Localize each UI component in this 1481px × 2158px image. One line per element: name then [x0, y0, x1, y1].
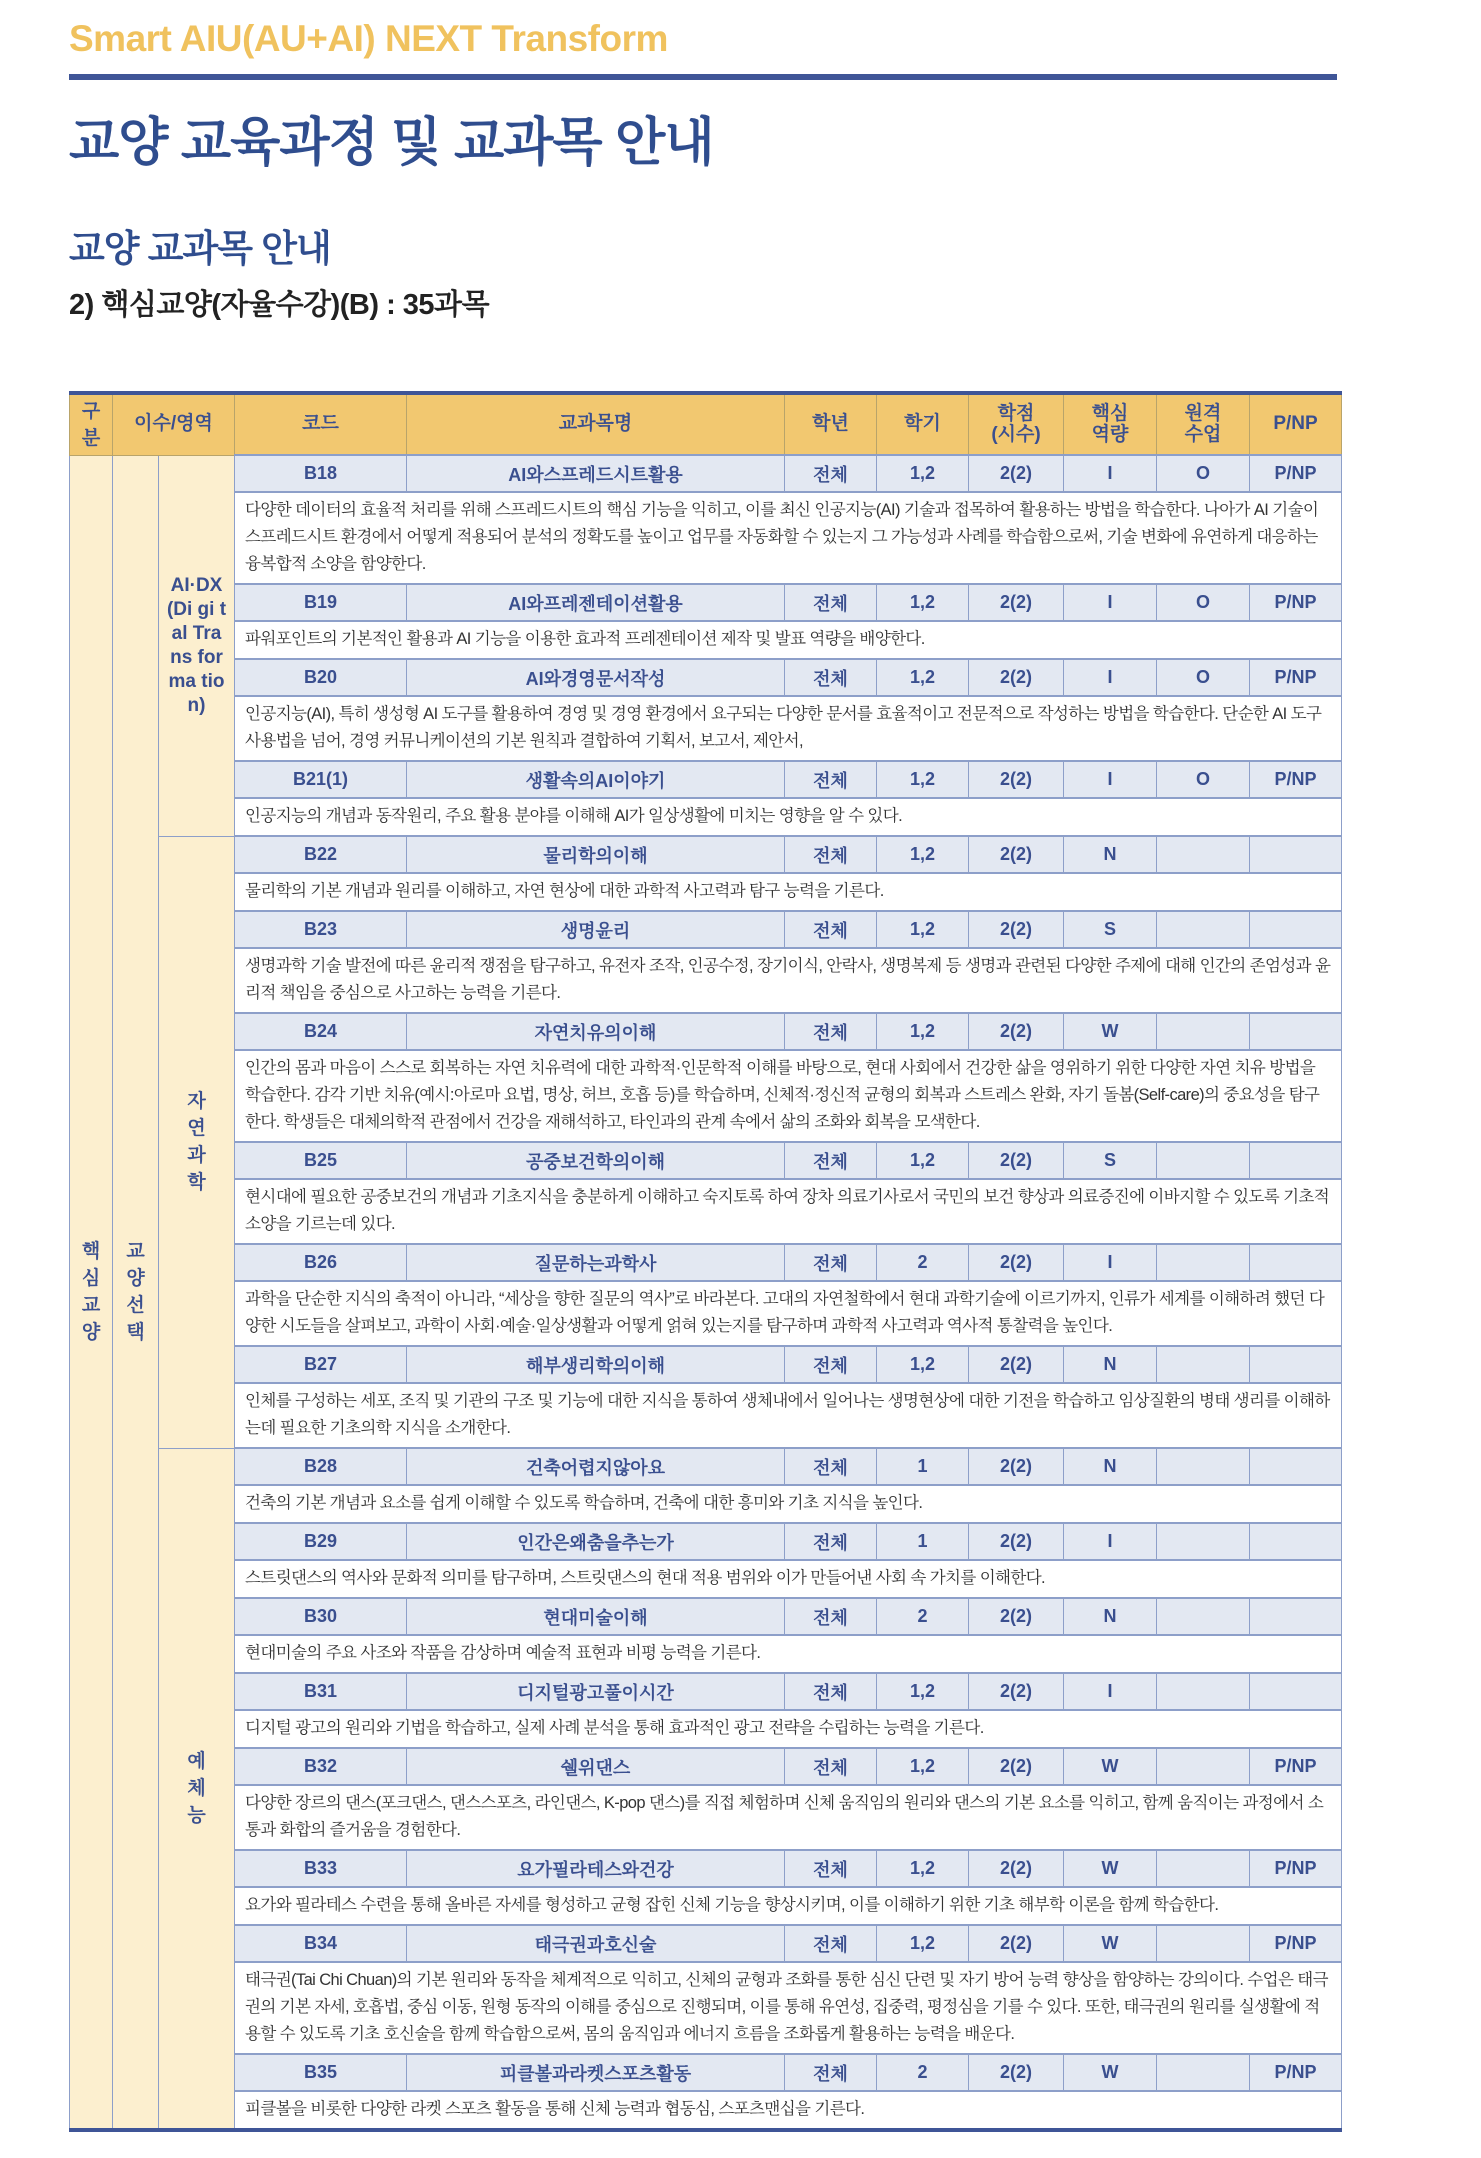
course-credit: 2(2)	[969, 1013, 1064, 1050]
course-row	[70, 1013, 1342, 1050]
course-code: B29	[235, 1523, 407, 1560]
course-competency: N	[1064, 836, 1157, 873]
course-semester: 2	[877, 2054, 969, 2091]
course-remote	[1157, 911, 1250, 948]
course-pnp: P/NP	[1250, 1850, 1342, 1887]
course-code: B27	[235, 1346, 407, 1383]
course-remote	[1157, 2054, 1250, 2091]
course-grade: 전체	[785, 1346, 877, 1383]
course-description-row	[70, 1962, 1342, 2054]
course-remote	[1157, 1850, 1250, 1887]
course-credit: 2(2)	[969, 1244, 1064, 1281]
course-description-row	[70, 492, 1342, 584]
course-credit: 2(2)	[969, 1523, 1064, 1560]
course-description: 다양한 장르의 댄스(포크댄스, 댄스스포츠, 라인댄스, K-pop 댄스)를 직접 체험하며 신체 움직임의 원리와 댄스의 기본 요소를 익히고, 함께 움직이는 과정에서 소통과 화합의 즐거움을 경험한다.	[235, 1785, 1342, 1850]
course-code: B25	[235, 1142, 407, 1179]
course-credit: 2(2)	[969, 584, 1064, 621]
course-pnp	[1250, 1013, 1342, 1050]
course-table	[69, 391, 1342, 2132]
course-competency: W	[1064, 1925, 1157, 1962]
course-description-row	[70, 1281, 1342, 1346]
course-semester: 1,2	[877, 659, 969, 696]
course-remote	[1157, 1598, 1250, 1635]
course-pnp	[1250, 1523, 1342, 1560]
course-description-row	[70, 1785, 1342, 1850]
course-description: 과학을 단순한 지식의 축적이 아니라, “세상을 향한 질문의 역사”로 바라본다. 고대의 자연철학에서 현대 과학기술에 이르기까지, 인류가 세계를 이해하려 했던 다양한 시도들을 살펴보고, 과학이 사회·예술·일상생활과 어떻게 얽혀 있는지를 탐구하며 과학적 사고력과 역사적 통찰력을 높인다.	[235, 1281, 1342, 1346]
course-semester: 1,2	[877, 1673, 969, 1710]
course-grade: 전체	[785, 1013, 877, 1050]
brand-slogan: Smart AIU(AU+AI) NEXT Transform	[69, 18, 668, 59]
course-competency: I	[1064, 659, 1157, 696]
course-code: B31	[235, 1673, 407, 1710]
course-row	[70, 1673, 1342, 1710]
course-semester: 1,2	[877, 1748, 969, 1785]
course-description: 생명과학 기술 발전에 따른 윤리적 쟁점을 탐구하고, 유전자 조작, 인공수정, 장기이식, 안락사, 생명복제 등 생명과 관련된 다양한 주제에 대해 인간의 존엄성과 윤리적 책임을 중심으로 사고하는 능력을 기른다.	[235, 948, 1342, 1013]
course-pnp	[1250, 911, 1342, 948]
course-description: 인간의 몸과 마음이 스스로 회복하는 자연 치유력에 대한 과학적·인문학적 이해를 바탕으로, 현대 사회에서 건강한 삶을 영위하기 위한 다양한 자연 치유 방법을 학습한다. 감각 기반 치유(예시:아로마 요법, 명상, 허브, 호흡 등)를 학습하며, 신체적·정신적 균형의 회복과 스트레스 완화, 자기 돌봄(Self-care)의 중요성을 탐구한다. 학생들은 대체의학적 관점에서 건강을 재해석하고, 타인과의 관계 속에서 삶의 조화와 회복을 모색한다.	[235, 1050, 1342, 1142]
header-pnp: P/NP	[1250, 393, 1342, 455]
course-name: AI와프레젠테이션활용	[407, 584, 785, 621]
course-competency: I	[1064, 1673, 1157, 1710]
course-pnp: P/NP	[1250, 1748, 1342, 1785]
course-pnp: P/NP	[1250, 455, 1342, 492]
header-remote: 원격 수업	[1157, 393, 1250, 455]
course-grade: 전체	[785, 659, 877, 696]
course-remote	[1157, 1448, 1250, 1485]
course-competency: I	[1064, 1244, 1157, 1281]
course-description: 인체를 구성하는 세포, 조직 및 기관의 구조 및 기능에 대한 지식을 통하여 생체내에서 일어나는 생명현상에 대한 기전을 학습하고 임상질환의 병태 생리를 이해하는데 필요한 기초의학 지식을 소개한다.	[235, 1383, 1342, 1448]
course-semester: 1,2	[877, 1013, 969, 1050]
course-description-row	[70, 621, 1342, 659]
course-remote	[1157, 1925, 1250, 1962]
course-pnp	[1250, 836, 1342, 873]
course-row	[70, 659, 1342, 696]
course-row	[70, 1142, 1342, 1179]
course-name: 생활속의AI이야기	[407, 761, 785, 798]
course-grade: 전체	[785, 1448, 877, 1485]
course-remote: O	[1157, 761, 1250, 798]
course-grade: 전체	[785, 911, 877, 948]
course-row	[70, 455, 1342, 492]
course-description: 인공지능(AI), 특히 생성형 AI 도구를 활용하여 경영 및 경영 환경에서 요구되는 다양한 문서를 효율적이고 전문적으로 작성하는 방법을 학습한다. 단순한 AI 도구 사용법을 넘어, 경영 커뮤니케이션의 기본 원칙과 결합하여 기획서, 보고서, 제안서,	[235, 696, 1342, 761]
course-competency: I	[1064, 1523, 1157, 1560]
course-pnp	[1250, 1673, 1342, 1710]
section-heading: 2) 핵심교양(자율수강)(B) : 35과목	[69, 289, 490, 321]
course-row	[70, 761, 1342, 798]
course-grade: 전체	[785, 1244, 877, 1281]
course-code: B35	[235, 2054, 407, 2091]
header-grade: 학년	[785, 393, 877, 455]
course-pnp	[1250, 1598, 1342, 1635]
course-description-row	[70, 948, 1342, 1013]
area-cell	[159, 455, 235, 836]
course-semester: 1,2	[877, 911, 969, 948]
course-description-row	[70, 1383, 1342, 1448]
course-row	[70, 1523, 1342, 1560]
course-description: 피클볼을 비롯한 다양한 라켓 스포츠 활동을 통해 신체 능력과 협동심, 스포츠맨십을 기른다.	[235, 2091, 1342, 2130]
course-pnp: P/NP	[1250, 2054, 1342, 2091]
course-row	[70, 2054, 1342, 2091]
course-description: 요가와 필라테스 수련을 통해 올바른 자세를 형성하고 균형 잡힌 신체 기능을 향상시키며, 이를 이해하기 위한 기초 해부학 이론을 함께 학습한다.	[235, 1887, 1342, 1925]
course-row	[70, 584, 1342, 621]
course-remote	[1157, 1523, 1250, 1560]
course-credit: 2(2)	[969, 836, 1064, 873]
course-name: 인간은왜춤을추는가	[407, 1523, 785, 1560]
course-remote	[1157, 1142, 1250, 1179]
course-remote	[1157, 1346, 1250, 1383]
course-pnp	[1250, 1142, 1342, 1179]
course-description: 파워포인트의 기본적인 활용과 AI 기능을 이용한 효과적 프레젠테이션 제작 및 발표 역량을 배양한다.	[235, 621, 1342, 659]
course-row	[70, 1748, 1342, 1785]
course-semester: 1,2	[877, 1142, 969, 1179]
course-name: 현대미술이해	[407, 1598, 785, 1635]
course-semester: 1,2	[877, 584, 969, 621]
course-semester: 1,2	[877, 836, 969, 873]
page-title: 교양 교육과정 및 교과목 안내	[69, 114, 714, 172]
course-pnp	[1250, 1448, 1342, 1485]
course-pnp: P/NP	[1250, 761, 1342, 798]
course-code: B22	[235, 836, 407, 873]
course-description-row	[70, 873, 1342, 911]
course-competency: W	[1064, 1013, 1157, 1050]
course-grade: 전체	[785, 761, 877, 798]
header-semester: 학기	[877, 393, 969, 455]
course-description: 디지털 광고의 원리와 기법을 학습하고, 실제 사례 분석을 통해 효과적인 광고 전략을 수립하는 능력을 기른다.	[235, 1710, 1342, 1748]
course-credit: 2(2)	[969, 455, 1064, 492]
course-grade: 전체	[785, 1598, 877, 1635]
course-semester: 1	[877, 1448, 969, 1485]
course-credit: 2(2)	[969, 1925, 1064, 1962]
course-remote	[1157, 836, 1250, 873]
course-remote: O	[1157, 455, 1250, 492]
header-code: 코드	[235, 393, 407, 455]
course-semester: 1,2	[877, 455, 969, 492]
area-label: 자연과학	[187, 1091, 206, 1193]
category-cell	[70, 455, 113, 2130]
course-description: 건축의 기본 개념과 요소를 쉽게 이해할 수 있도록 학습하며, 건축에 대한 흥미와 기초 지식을 높인다.	[235, 1485, 1342, 1523]
course-competency: N	[1064, 1448, 1157, 1485]
course-description: 현대미술의 주요 사조와 작품을 감상하며 예술적 표현과 비평 능력을 기른다.	[235, 1635, 1342, 1673]
track-label: 교양선택	[126, 1240, 145, 1343]
course-remote	[1157, 1013, 1250, 1050]
header-competency: 핵심 역량	[1064, 393, 1157, 455]
course-semester: 1,2	[877, 761, 969, 798]
course-code: B21(1)	[235, 761, 407, 798]
course-name: AI와경영문서작성	[407, 659, 785, 696]
course-pnp: P/NP	[1250, 1925, 1342, 1962]
header-credit: 학점 (시수)	[969, 393, 1064, 455]
course-credit: 2(2)	[969, 1346, 1064, 1383]
course-description-row	[70, 1485, 1342, 1523]
course-semester: 1,2	[877, 1346, 969, 1383]
course-remote	[1157, 1748, 1250, 1785]
course-competency: I	[1064, 584, 1157, 621]
course-grade: 전체	[785, 1925, 877, 1962]
course-name: 디지털광고풀이시간	[407, 1673, 785, 1710]
course-name: 생명윤리	[407, 911, 785, 948]
course-competency: W	[1064, 1850, 1157, 1887]
track-cell	[113, 455, 159, 2130]
course-row	[70, 1598, 1342, 1635]
course-remote	[1157, 1673, 1250, 1710]
course-competency: W	[1064, 1748, 1157, 1785]
course-row	[70, 836, 1342, 873]
course-competency: W	[1064, 2054, 1157, 2091]
course-name: 태극권과호신술	[407, 1925, 785, 1962]
course-grade: 전체	[785, 1673, 877, 1710]
page-subtitle: 교양 교과목 안내	[69, 228, 331, 269]
course-description-row	[70, 696, 1342, 761]
course-description: 태극권(Tai Chi Chuan)의 기본 원리와 동작을 체계적으로 익히고, 신체의 균형과 조화를 통한 심신 단련 및 자기 방어 능력 향상을 함양하는 강의이다. 수업은 태극권의 기본 자세, 호흡법, 중심 이동, 원형 동작의 이해를 중심으로 진행되며, 이를 통해 유연성, 집중력, 평정심을 기를 수 있다. 또한, 태극권의 원리를 실생활에 적용할 수 있도록 기초 호신술을 함께 학습함으로써, 몸의 움직임과 에너지 흐름을 조화롭게 활용하는 능력을 배운다.	[235, 1962, 1342, 2054]
course-grade: 전체	[785, 1748, 877, 1785]
course-row	[70, 1850, 1342, 1887]
course-pnp: P/NP	[1250, 659, 1342, 696]
course-competency: I	[1064, 761, 1157, 798]
course-code: B18	[235, 455, 407, 492]
course-code: B32	[235, 1748, 407, 1785]
course-grade: 전체	[785, 584, 877, 621]
course-row	[70, 1448, 1342, 1485]
course-code: B19	[235, 584, 407, 621]
course-semester: 1	[877, 1523, 969, 1560]
course-description-row	[70, 1887, 1342, 1925]
course-competency: S	[1064, 1142, 1157, 1179]
course-semester: 1,2	[877, 1850, 969, 1887]
course-row	[70, 911, 1342, 948]
course-credit: 2(2)	[969, 761, 1064, 798]
course-semester: 2	[877, 1244, 969, 1281]
course-code: B24	[235, 1013, 407, 1050]
course-description-row	[70, 2091, 1342, 2130]
course-description-row	[70, 1050, 1342, 1142]
course-credit: 2(2)	[969, 1142, 1064, 1179]
course-remote: O	[1157, 659, 1250, 696]
course-description-row	[70, 798, 1342, 836]
course-grade: 전체	[785, 1850, 877, 1887]
course-competency: I	[1064, 455, 1157, 492]
course-pnp	[1250, 1346, 1342, 1383]
course-description: 스트릿댄스의 역사와 문화적 의미를 탐구하며, 스트릿댄스의 현대 적용 범위와 이가 만들어낸 사회 속 가치를 이해한다.	[235, 1560, 1342, 1598]
course-name: 질문하는과학사	[407, 1244, 785, 1281]
course-name: 건축어렵지않아요	[407, 1448, 785, 1485]
course-name: 공중보건학의이해	[407, 1142, 785, 1179]
course-code: B30	[235, 1598, 407, 1635]
area-cell	[159, 836, 235, 1448]
course-code: B26	[235, 1244, 407, 1281]
course-description-row	[70, 1179, 1342, 1244]
course-code: B33	[235, 1850, 407, 1887]
area-label: 예체능	[187, 1750, 206, 1826]
course-credit: 2(2)	[969, 2054, 1064, 2091]
course-grade: 전체	[785, 2054, 877, 2091]
course-credit: 2(2)	[969, 1850, 1064, 1887]
course-code: B28	[235, 1448, 407, 1485]
course-name: 물리학의이해	[407, 836, 785, 873]
category-label: 핵심교양	[81, 1240, 101, 1343]
course-remote: O	[1157, 584, 1250, 621]
course-description-row	[70, 1710, 1342, 1748]
table-header-row	[70, 393, 1342, 455]
area-label: AI·DX (Di gi tal Trans for ma tion)	[166, 574, 227, 716]
course-credit: 2(2)	[969, 1673, 1064, 1710]
header-category: 구분	[70, 393, 113, 455]
course-row	[70, 1925, 1342, 1962]
course-name: 해부생리학의이해	[407, 1346, 785, 1383]
course-code: B34	[235, 1925, 407, 1962]
course-name: AI와스프레드시트활용	[407, 455, 785, 492]
course-competency: N	[1064, 1598, 1157, 1635]
header-course-name: 교과목명	[407, 393, 785, 455]
course-code: B20	[235, 659, 407, 696]
course-credit: 2(2)	[969, 911, 1064, 948]
course-name: 피클볼과라켓스포츠활동	[407, 2054, 785, 2091]
course-credit: 2(2)	[969, 1448, 1064, 1485]
course-name: 자연치유의이해	[407, 1013, 785, 1050]
course-credit: 2(2)	[969, 1748, 1064, 1785]
area-cell	[159, 1448, 235, 2130]
course-description-row	[70, 1635, 1342, 1673]
course-name: 쉘위댄스	[407, 1748, 785, 1785]
course-row	[70, 1244, 1342, 1281]
course-grade: 전체	[785, 455, 877, 492]
course-code: B23	[235, 911, 407, 948]
course-competency: N	[1064, 1346, 1157, 1383]
course-description-row	[70, 1560, 1342, 1598]
course-semester: 2	[877, 1598, 969, 1635]
course-credit: 2(2)	[969, 1598, 1064, 1635]
header-area: 이수/영역	[113, 393, 235, 455]
course-name: 요가필라테스와건강	[407, 1850, 785, 1887]
header-divider	[69, 74, 1337, 80]
course-credit: 2(2)	[969, 659, 1064, 696]
course-description: 인공지능의 개념과 동작원리, 주요 활용 분야를 이해해 AI가 일상생활에 미치는 영향을 알 수 있다.	[235, 798, 1342, 836]
course-pnp: P/NP	[1250, 584, 1342, 621]
course-description: 물리학의 기본 개념과 원리를 이해하고, 자연 현상에 대한 과학적 사고력과 탐구 능력을 기른다.	[235, 873, 1342, 911]
course-semester: 1,2	[877, 1925, 969, 1962]
course-competency: S	[1064, 911, 1157, 948]
course-description: 다양한 데이터의 효율적 처리를 위해 스프레드시트의 핵심 기능을 익히고, 이를 최신 인공지능(AI) 기술과 접목하여 활용하는 방법을 학습한다. 나아가 AI 기술이 스프레드시트 환경에서 어떻게 적용되어 분석의 정확도를 높이고 업무를 자동화할 수 있는지 그 가능성과 사례를 학습함으로써, 기술 변화에 유연하게 대응하는 융복합적 소양을 함양한다.	[235, 492, 1342, 584]
course-remote	[1157, 1244, 1250, 1281]
course-grade: 전체	[785, 836, 877, 873]
course-row	[70, 1346, 1342, 1383]
course-grade: 전체	[785, 1523, 877, 1560]
course-pnp	[1250, 1244, 1342, 1281]
course-description: 현시대에 필요한 공중보건의 개념과 기초지식을 충분하게 이해하고 숙지토록 하여 장차 의료기사로서 국민의 보건 향상과 의료증진에 이바지할 수 있도록 기초적 소양을 기르는데 있다.	[235, 1179, 1342, 1244]
course-grade: 전체	[785, 1142, 877, 1179]
